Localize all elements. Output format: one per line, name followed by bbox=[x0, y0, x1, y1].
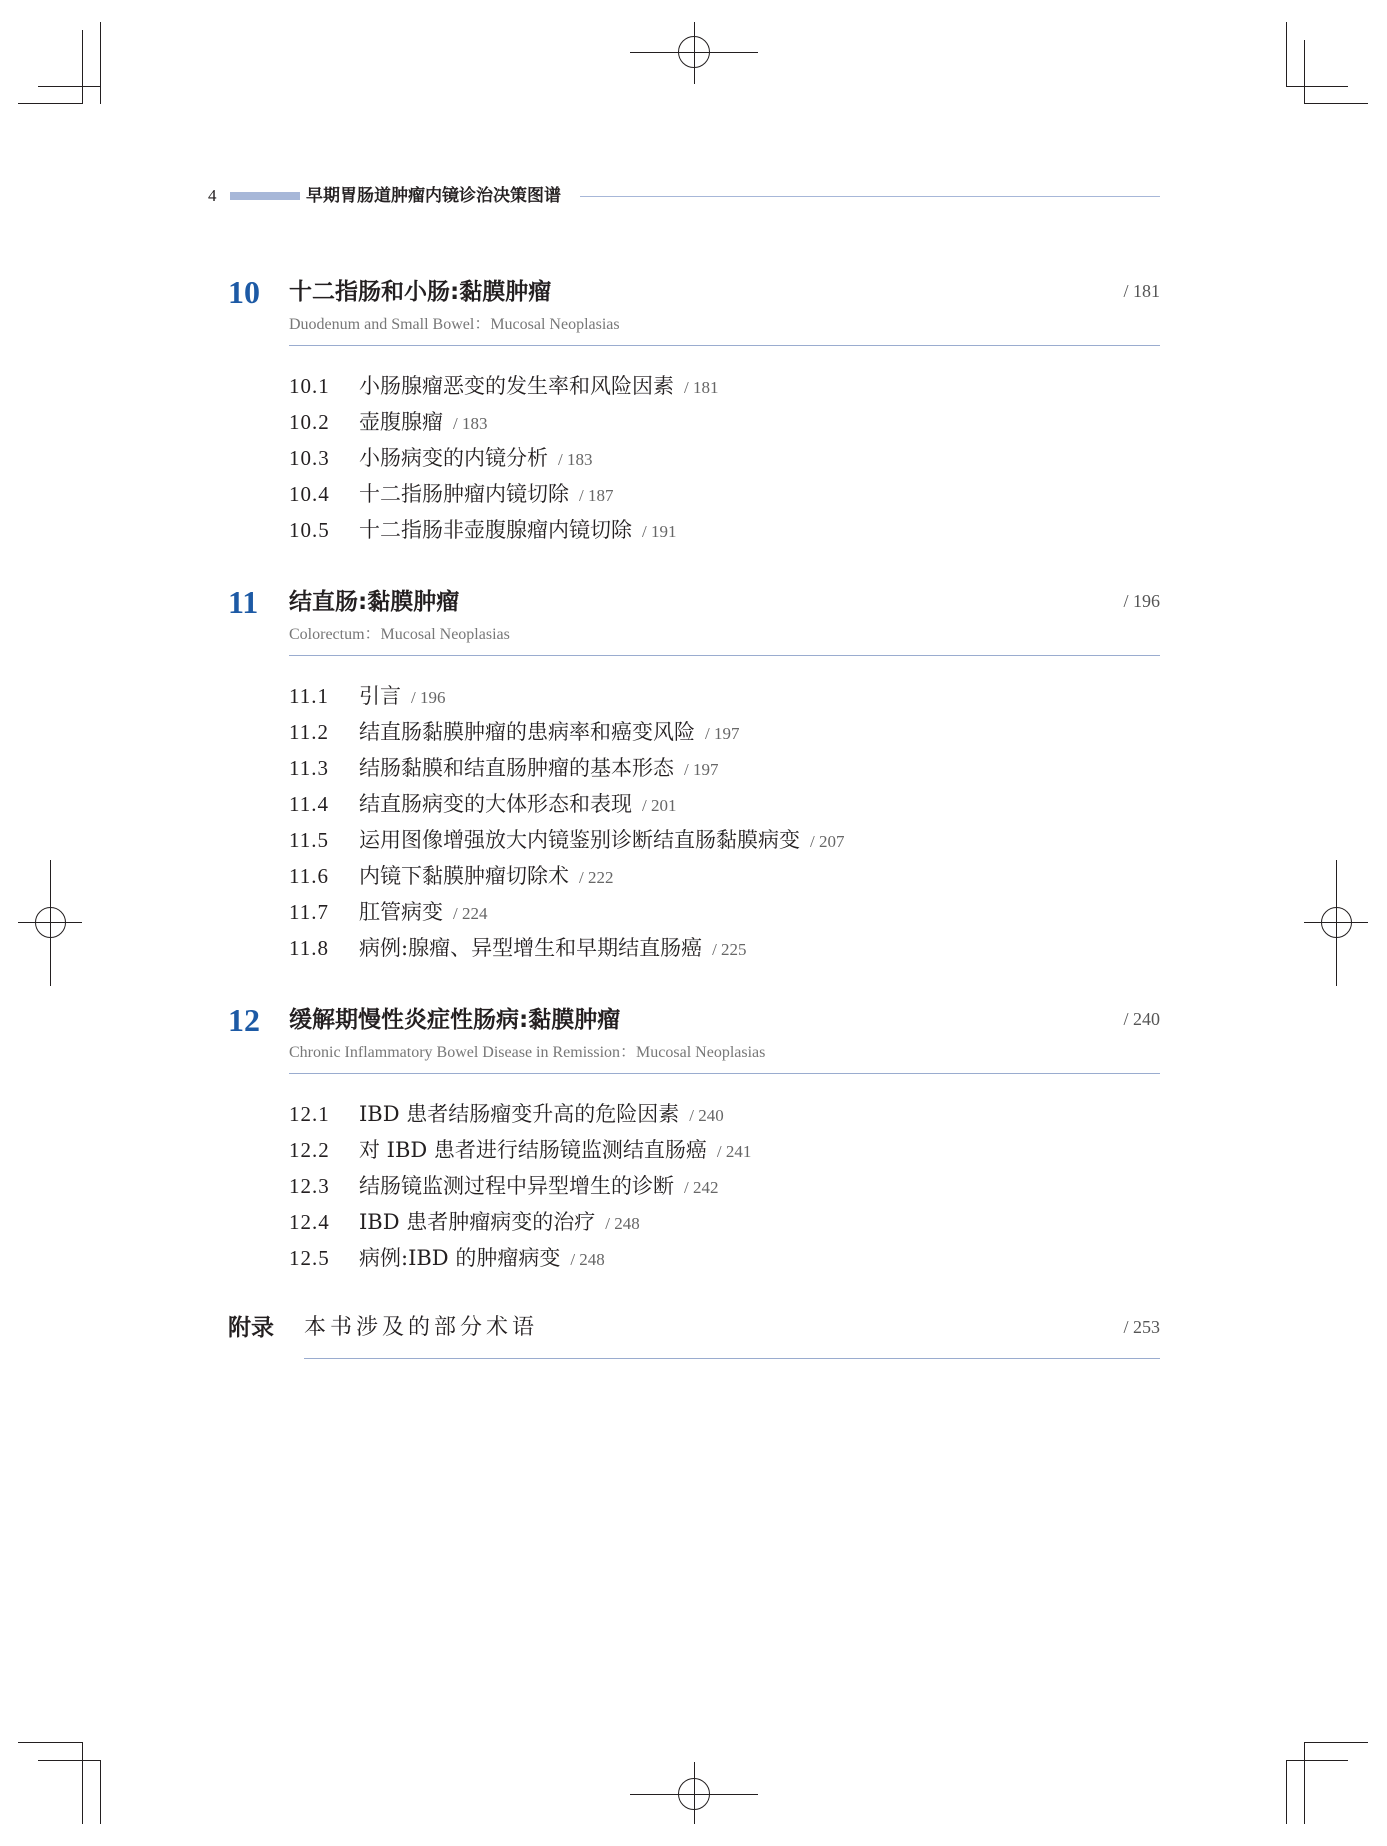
running-head bbox=[208, 184, 1160, 208]
chapter-11-heading bbox=[228, 582, 1160, 662]
section-page: / 183 bbox=[558, 450, 593, 469]
chapter-page: / 240 bbox=[1123, 1009, 1160, 1029]
toc-entry[interactable] bbox=[289, 714, 1160, 750]
section-page: / 224 bbox=[453, 904, 488, 923]
section-title: 十二指肠非壶腹腺瘤内镜切除 bbox=[359, 518, 632, 542]
toc-entry[interactable] bbox=[289, 678, 1160, 714]
section-page: / 240 bbox=[689, 1106, 724, 1125]
section-page: / 197 bbox=[684, 760, 719, 779]
section-number: 10.3 bbox=[289, 446, 330, 470]
section-page: / 181 bbox=[684, 378, 719, 397]
running-head-bar bbox=[230, 192, 300, 200]
section-number: 12.4 bbox=[289, 1210, 330, 1234]
section-page: / 196 bbox=[411, 688, 446, 707]
running-head-rule bbox=[580, 196, 1160, 197]
chapter-english-title: Colorectum：Mucosal Neoplasias bbox=[289, 626, 510, 643]
toc-entry[interactable] bbox=[289, 476, 1160, 512]
section-page: / 241 bbox=[716, 1142, 752, 1161]
section-page: / 248 bbox=[570, 1250, 605, 1269]
section-number: 11.6 bbox=[289, 864, 329, 888]
chapter-number: 12 bbox=[228, 1002, 260, 1038]
chapter-12-heading bbox=[228, 1000, 1160, 1080]
section-title: 小肠病变的内镜分析 bbox=[359, 446, 548, 470]
section-number: 11.4 bbox=[289, 792, 329, 816]
toc-entry[interactable] bbox=[289, 1204, 1160, 1240]
chapter-page: / 196 bbox=[1123, 591, 1160, 611]
section-page: / 242 bbox=[684, 1178, 719, 1197]
section-title: 引言 bbox=[359, 684, 401, 708]
chapter-rule bbox=[289, 1073, 1160, 1074]
section-page: / 183 bbox=[453, 414, 488, 433]
chapter-12-sections bbox=[289, 1096, 1160, 1276]
chapter-title: 十二指肠和小肠:黏膜肿瘤 bbox=[289, 279, 552, 305]
section-number: 10.4 bbox=[289, 482, 330, 506]
appendix-heading bbox=[228, 1310, 1160, 1370]
section-page: / 248 bbox=[605, 1214, 640, 1233]
chapter-10-sections bbox=[289, 368, 1160, 548]
section-title: 壶腹腺瘤 bbox=[359, 410, 443, 434]
toc-entry[interactable] bbox=[289, 512, 1160, 548]
toc-entry[interactable] bbox=[289, 1096, 1160, 1132]
section-number: 11.3 bbox=[289, 756, 329, 780]
section-title: IBD 患者结肠瘤变升高的危险因素 bbox=[359, 1102, 680, 1126]
section-title: 结肠黏膜和结直肠肿瘤的基本形态 bbox=[359, 756, 674, 780]
section-page: / 225 bbox=[712, 940, 747, 959]
section-number: 10.5 bbox=[289, 518, 330, 542]
section-title: 内镜下黏膜肿瘤切除术 bbox=[359, 864, 569, 888]
section-title: 对 IBD 患者进行结肠镜监测结直肠癌 bbox=[359, 1138, 707, 1162]
toc-entry[interactable] bbox=[289, 440, 1160, 476]
chapter-10-heading bbox=[228, 272, 1160, 352]
toc-entry[interactable] bbox=[289, 894, 1160, 930]
chapter-english-title: Duodenum and Small Bowel：Mucosal Neoplasias bbox=[289, 316, 620, 333]
toc-entry[interactable] bbox=[289, 930, 1160, 966]
section-page: / 197 bbox=[705, 724, 740, 743]
section-title: 结直肠病变的大体形态和表现 bbox=[359, 792, 632, 816]
section-page: / 191 bbox=[642, 522, 677, 541]
chapter-11-sections bbox=[289, 678, 1160, 966]
section-number: 12.5 bbox=[289, 1246, 330, 1270]
appendix-rule bbox=[304, 1358, 1160, 1359]
chapter-rule bbox=[289, 345, 1160, 346]
toc-entry[interactable] bbox=[289, 368, 1160, 404]
section-page: / 201 bbox=[642, 796, 677, 815]
chapter-title: 缓解期慢性炎症性肠病:黏膜肿瘤 bbox=[289, 1007, 621, 1033]
section-page: / 187 bbox=[579, 486, 614, 505]
appendix-page: / 253 bbox=[1123, 1317, 1160, 1337]
section-title: 小肠腺瘤恶变的发生率和风险因素 bbox=[359, 374, 674, 398]
chapter-page: / 181 bbox=[1123, 281, 1160, 301]
section-number: 12.2 bbox=[289, 1138, 330, 1162]
chapter-number: 10 bbox=[228, 274, 260, 310]
toc-entry[interactable] bbox=[289, 750, 1160, 786]
toc-entry[interactable] bbox=[289, 786, 1160, 822]
section-number: 12.1 bbox=[289, 1102, 330, 1126]
chapter-title: 结直肠:黏膜肿瘤 bbox=[289, 589, 460, 615]
toc-entry[interactable] bbox=[289, 1168, 1160, 1204]
section-number: 12.3 bbox=[289, 1174, 330, 1198]
section-title: 十二指肠肿瘤内镜切除 bbox=[359, 482, 569, 506]
section-number: 10.2 bbox=[289, 410, 330, 434]
section-title: 病例:IBD 的肿瘤病变 bbox=[359, 1246, 561, 1270]
section-title: IBD 患者肿瘤病变的治疗 bbox=[359, 1210, 596, 1234]
section-title: 病例:腺瘤、异型增生和早期结直肠癌 bbox=[359, 936, 703, 960]
chapter-number: 11 bbox=[228, 584, 259, 620]
section-number: 11.2 bbox=[289, 720, 329, 744]
section-title: 结直肠黏膜肿瘤的患病率和癌变风险 bbox=[359, 720, 695, 744]
toc-entry[interactable] bbox=[289, 1132, 1160, 1168]
section-number: 11.1 bbox=[289, 684, 329, 708]
page-number: 4 bbox=[208, 186, 217, 205]
section-number: 11.7 bbox=[289, 900, 329, 924]
toc-entry[interactable] bbox=[289, 822, 1160, 858]
section-title: 肛管病变 bbox=[359, 900, 443, 924]
toc-entry[interactable] bbox=[289, 858, 1160, 894]
toc-entry[interactable] bbox=[289, 1240, 1160, 1276]
appendix-title: 本书涉及的部分术语 bbox=[304, 1315, 539, 1340]
section-page: / 222 bbox=[579, 868, 614, 887]
chapter-english-title: Chronic Inflammatory Bowel Disease in Remission：Mucosal Neoplasias bbox=[289, 1044, 766, 1061]
section-number: 11.5 bbox=[289, 828, 329, 852]
section-number: 10.1 bbox=[289, 374, 330, 398]
chapter-rule bbox=[289, 655, 1160, 656]
book-title: 早期胃肠道肿瘤内镜诊治决策图谱 bbox=[306, 186, 561, 206]
toc-entry[interactable] bbox=[289, 404, 1160, 440]
section-number: 11.8 bbox=[289, 936, 329, 960]
section-title: 运用图像增强放大内镜鉴别诊断结直肠黏膜病变 bbox=[359, 828, 800, 852]
appendix-label: 附录 bbox=[228, 1315, 274, 1341]
section-page: / 207 bbox=[810, 832, 845, 851]
section-title: 结肠镜监测过程中异型增生的诊断 bbox=[359, 1174, 674, 1198]
